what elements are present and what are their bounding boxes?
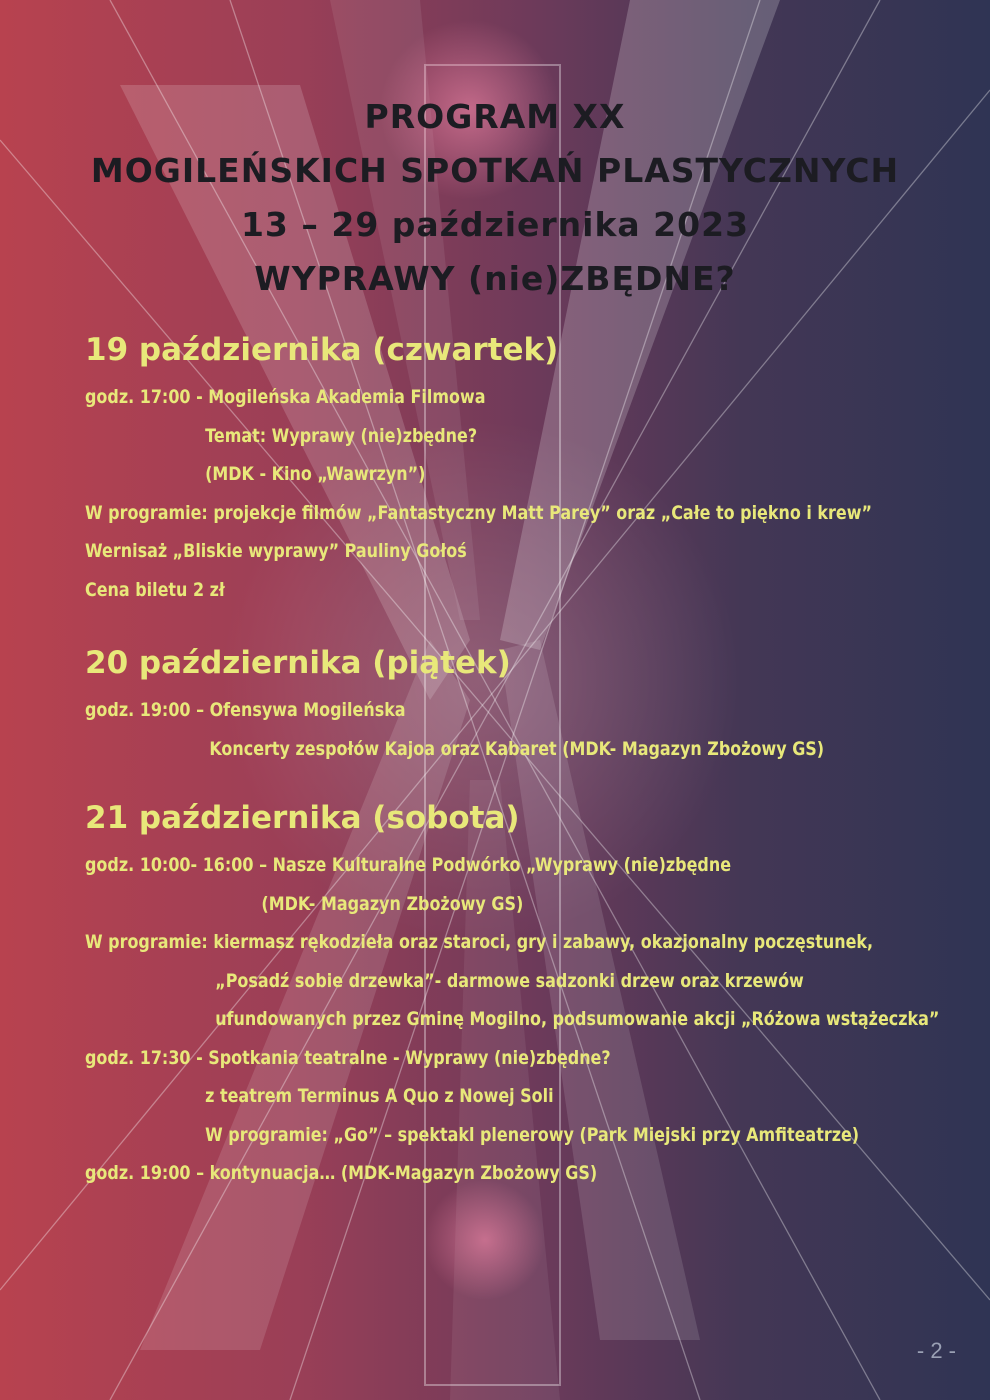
schedule-line: W programie: kiermasz rękodzieła oraz staroci, gry i zabawy, okazjonalny poczęstunek, [85,931,874,953]
day-title: 21 października (sobota) [85,800,520,836]
schedule-line: godz. 10:00- 16:00 – Nasze Kulturalne Podwórko „Wyprawy (nie)zbędne [85,854,732,876]
section-spacer [85,609,965,643]
schedule [85,330,965,1193]
page-number: - 2 - [916,1338,956,1363]
header-event-name: MOGILEŃSKICH SPOTKAŃ PLASTYCZNYCH [90,151,900,190]
schedule-line: (MDK - Kino „Wawrzyn”) [205,463,426,485]
day-section-21 [85,798,965,1193]
schedule-line: Wernisaż „Bliskie wyprawy” Pauliny Gołoś [85,540,467,562]
schedule-line: Cena biletu 2 zł [85,578,225,601]
schedule-line: W programie: „Go” – spektakl plenerowy (Park Miejski przy Amfiteatrze) [205,1123,860,1146]
day-title: 19 października (czwartek) [85,332,559,368]
schedule-line: godz. 17:00 - Mogileńska Akademia Filmowa [85,386,486,408]
day-section-19 [85,330,965,609]
day-section-20 [85,643,965,768]
schedule-line: Temat: Wyprawy (nie)zbędne? [205,424,478,447]
header-program: PROGRAM XX [364,97,626,136]
section-spacer [85,768,965,798]
page-header [0,90,990,306]
schedule-line: godz. 19:00 – kontynuacja… (MDK-Magazyn Zbożowy GS) [85,1162,598,1184]
schedule-line: godz. 19:00 – Ofensywa Mogileńska [85,699,406,721]
schedule-line: (MDK- Magazyn Zbożowy GS) [261,892,524,915]
schedule-line: z teatrem Terminus A Quo z Nowej Soli [205,1085,554,1107]
header-theme: WYPRAWY (nie)ZBĘDNE? [254,259,736,298]
schedule-line: „Posadź sobie drzewka”- darmowe sadzonki drzew oraz krzewów [215,969,804,992]
schedule-line: Koncerty zespołów Kajoa oraz Kabaret (MDK- Magazyn Zbożowy GS) [209,737,825,760]
schedule-line: ufundowanych przez Gminę Mogilno, podsumowanie akcji „Różowa wstążeczka” [215,1008,940,1030]
schedule-line: W programie: projekcje filmów „Fantastyczny Matt Parey” oraz „Całe to piękno i krew” [85,501,872,524]
header-dates: 13 – 29 października 2023 [240,205,750,244]
schedule-line: godz. 17:30 - Spotkania teatralne - Wyprawy (nie)zbędne? [85,1046,611,1069]
day-title: 20 października (piątek) [85,645,511,681]
